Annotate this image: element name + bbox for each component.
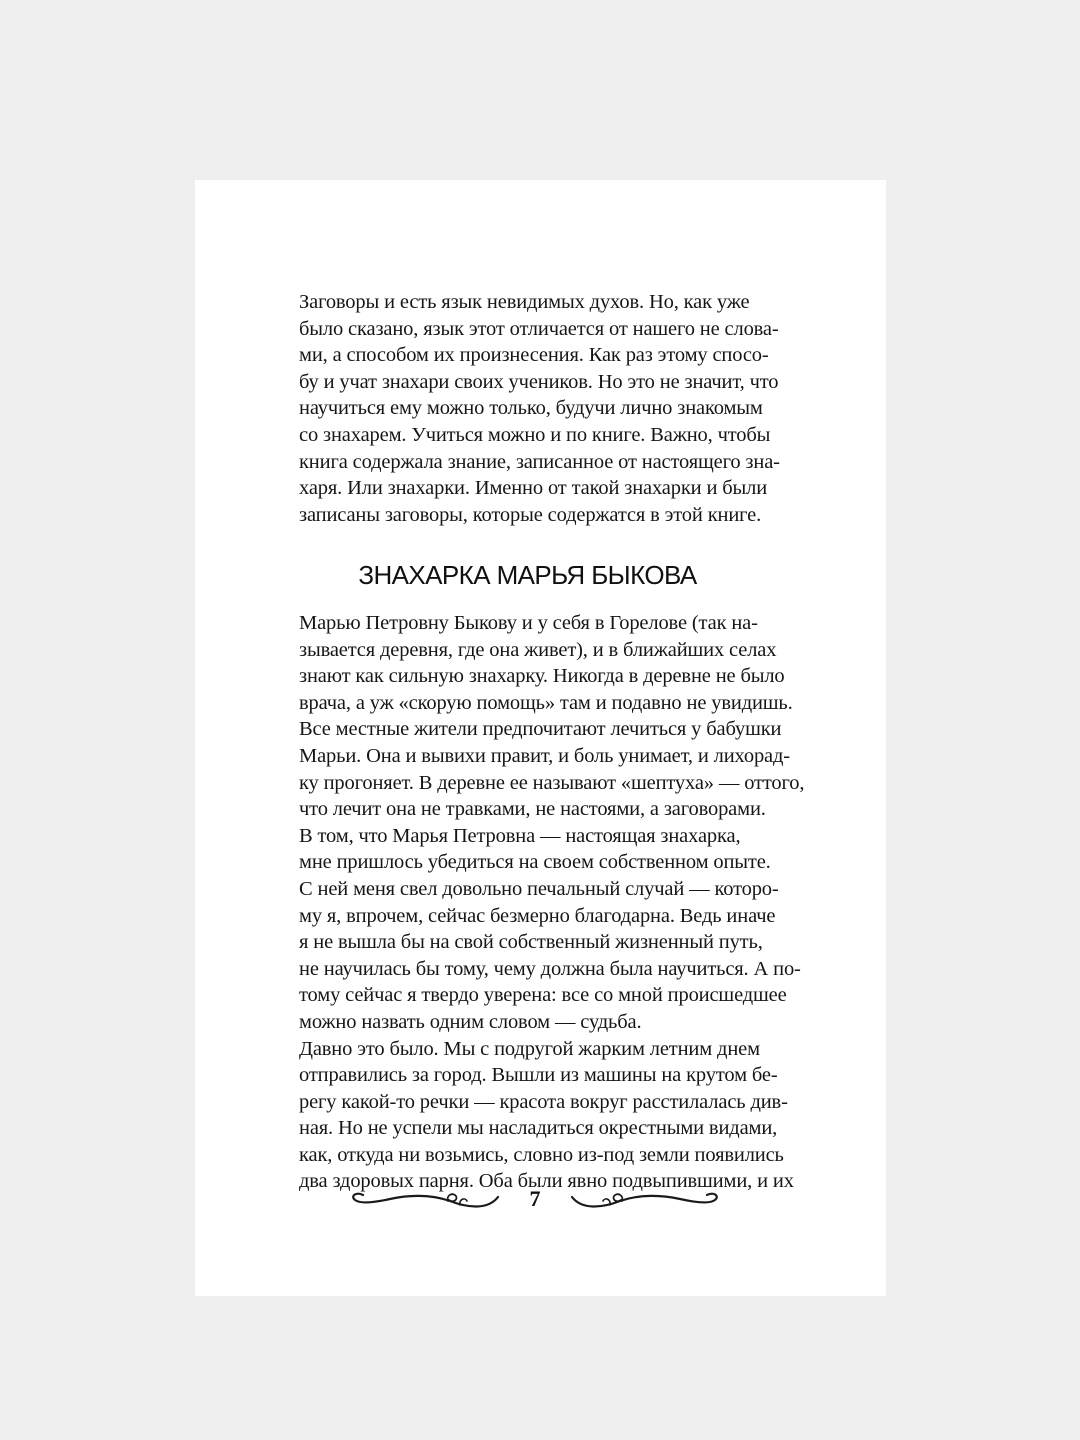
text-line: харя. Или знахарки. Именно от такой знахарки и были — [299, 477, 768, 500]
intro-text — [275, 289, 780, 528]
text-line: я не вышла бы на свой собственный жизненный путь, — [299, 931, 763, 954]
text-line: ми, а способом их произнесения. Как раз этому спосо- — [299, 344, 769, 367]
text-line: научиться ему можно только, будучи лично знакомым — [299, 397, 763, 420]
text-line: Заговоры и есть язык невидимых духов. Но, как уже — [299, 291, 750, 313]
text-line: было сказано, язык этот отличается от нашего не слова- — [299, 317, 779, 340]
text-line: тому сейчас я твердо уверена: все со мной происшедшее — [299, 984, 787, 1007]
text-line: со знахарем. Учиться можно и по книге. Важно, чтобы — [299, 423, 771, 446]
text-line: два здоровых парня. Оба были явно подвыпившими, и их — [299, 1170, 794, 1193]
text-line: му я, впрочем, сейчас безмерно благодарна. Ведь иначе — [299, 904, 776, 927]
section-text — [275, 610, 805, 1195]
text-line: Давно это было. Мы с подругой жарким летним днем — [299, 1037, 760, 1060]
text-line: не научилась бы тому, чему должна была научиться. А по- — [299, 957, 801, 980]
text-line: книга содержала знание, записанное от настоящего зна- — [299, 450, 780, 473]
text-line: Все местные жители предпочитают лечиться у бабушки — [299, 718, 782, 741]
page-footer — [350, 1182, 720, 1218]
text-line: записаны заговоры, которые содержатся в этой книге. — [299, 503, 762, 526]
paragraph-3 — [275, 1036, 794, 1196]
text-line: врача, а уж «скорую помощь» там и подавно не увидишь. — [299, 691, 793, 714]
section-heading: ЗНАХАРКА МАРЬЯ БЫКОВА — [358, 560, 697, 590]
text-line: Марью Петровну Быкову и у себя в Горелове (так на- — [299, 612, 758, 634]
text-line: что лечит она не травками, не настоями, а заговорами. — [299, 798, 766, 821]
text-line: В том, что Марья Петровна — настоящая знахарка, — [299, 824, 741, 847]
right-flourish-icon — [570, 1188, 720, 1212]
text-line: Марьи. Она и вывихи правит, и боль унимает, и лихорад- — [299, 744, 790, 767]
text-line: ку прогоняет. В деревне ее называют «шептуха» — оттого, — [299, 771, 805, 794]
page-number: 7 — [529, 1186, 541, 1211]
text-line: знают как сильную знахарку. Никогда в деревне не было — [299, 665, 785, 688]
text-line: мне пришлось убедиться на своем собственном опыте. — [299, 851, 771, 874]
text-line: ная. Но не успели мы насладиться окрестными видами, — [299, 1117, 778, 1140]
text-line: отправились за город. Вышли из машины на крутом бе- — [299, 1064, 778, 1087]
book-page — [195, 180, 886, 1296]
text-line: регу какой-то речки — красота вокруг расстилалась див- — [299, 1090, 788, 1113]
text-line: С ней меня свел довольно печальный случай — которо- — [299, 877, 779, 900]
paragraph-2 — [275, 823, 801, 1036]
intro-paragraph — [275, 289, 780, 528]
text-line: бу и учат знахари своих учеников. Но это не значит, что — [299, 370, 779, 393]
text-line: можно назвать одним словом — судьба. — [299, 1010, 642, 1033]
text-line: зывается деревня, где она живет), и в ближайших селах — [299, 638, 777, 661]
text-line: как, откуда ни возьмись, словно из-под земли появились — [299, 1143, 784, 1166]
paragraph-1 — [275, 610, 805, 823]
